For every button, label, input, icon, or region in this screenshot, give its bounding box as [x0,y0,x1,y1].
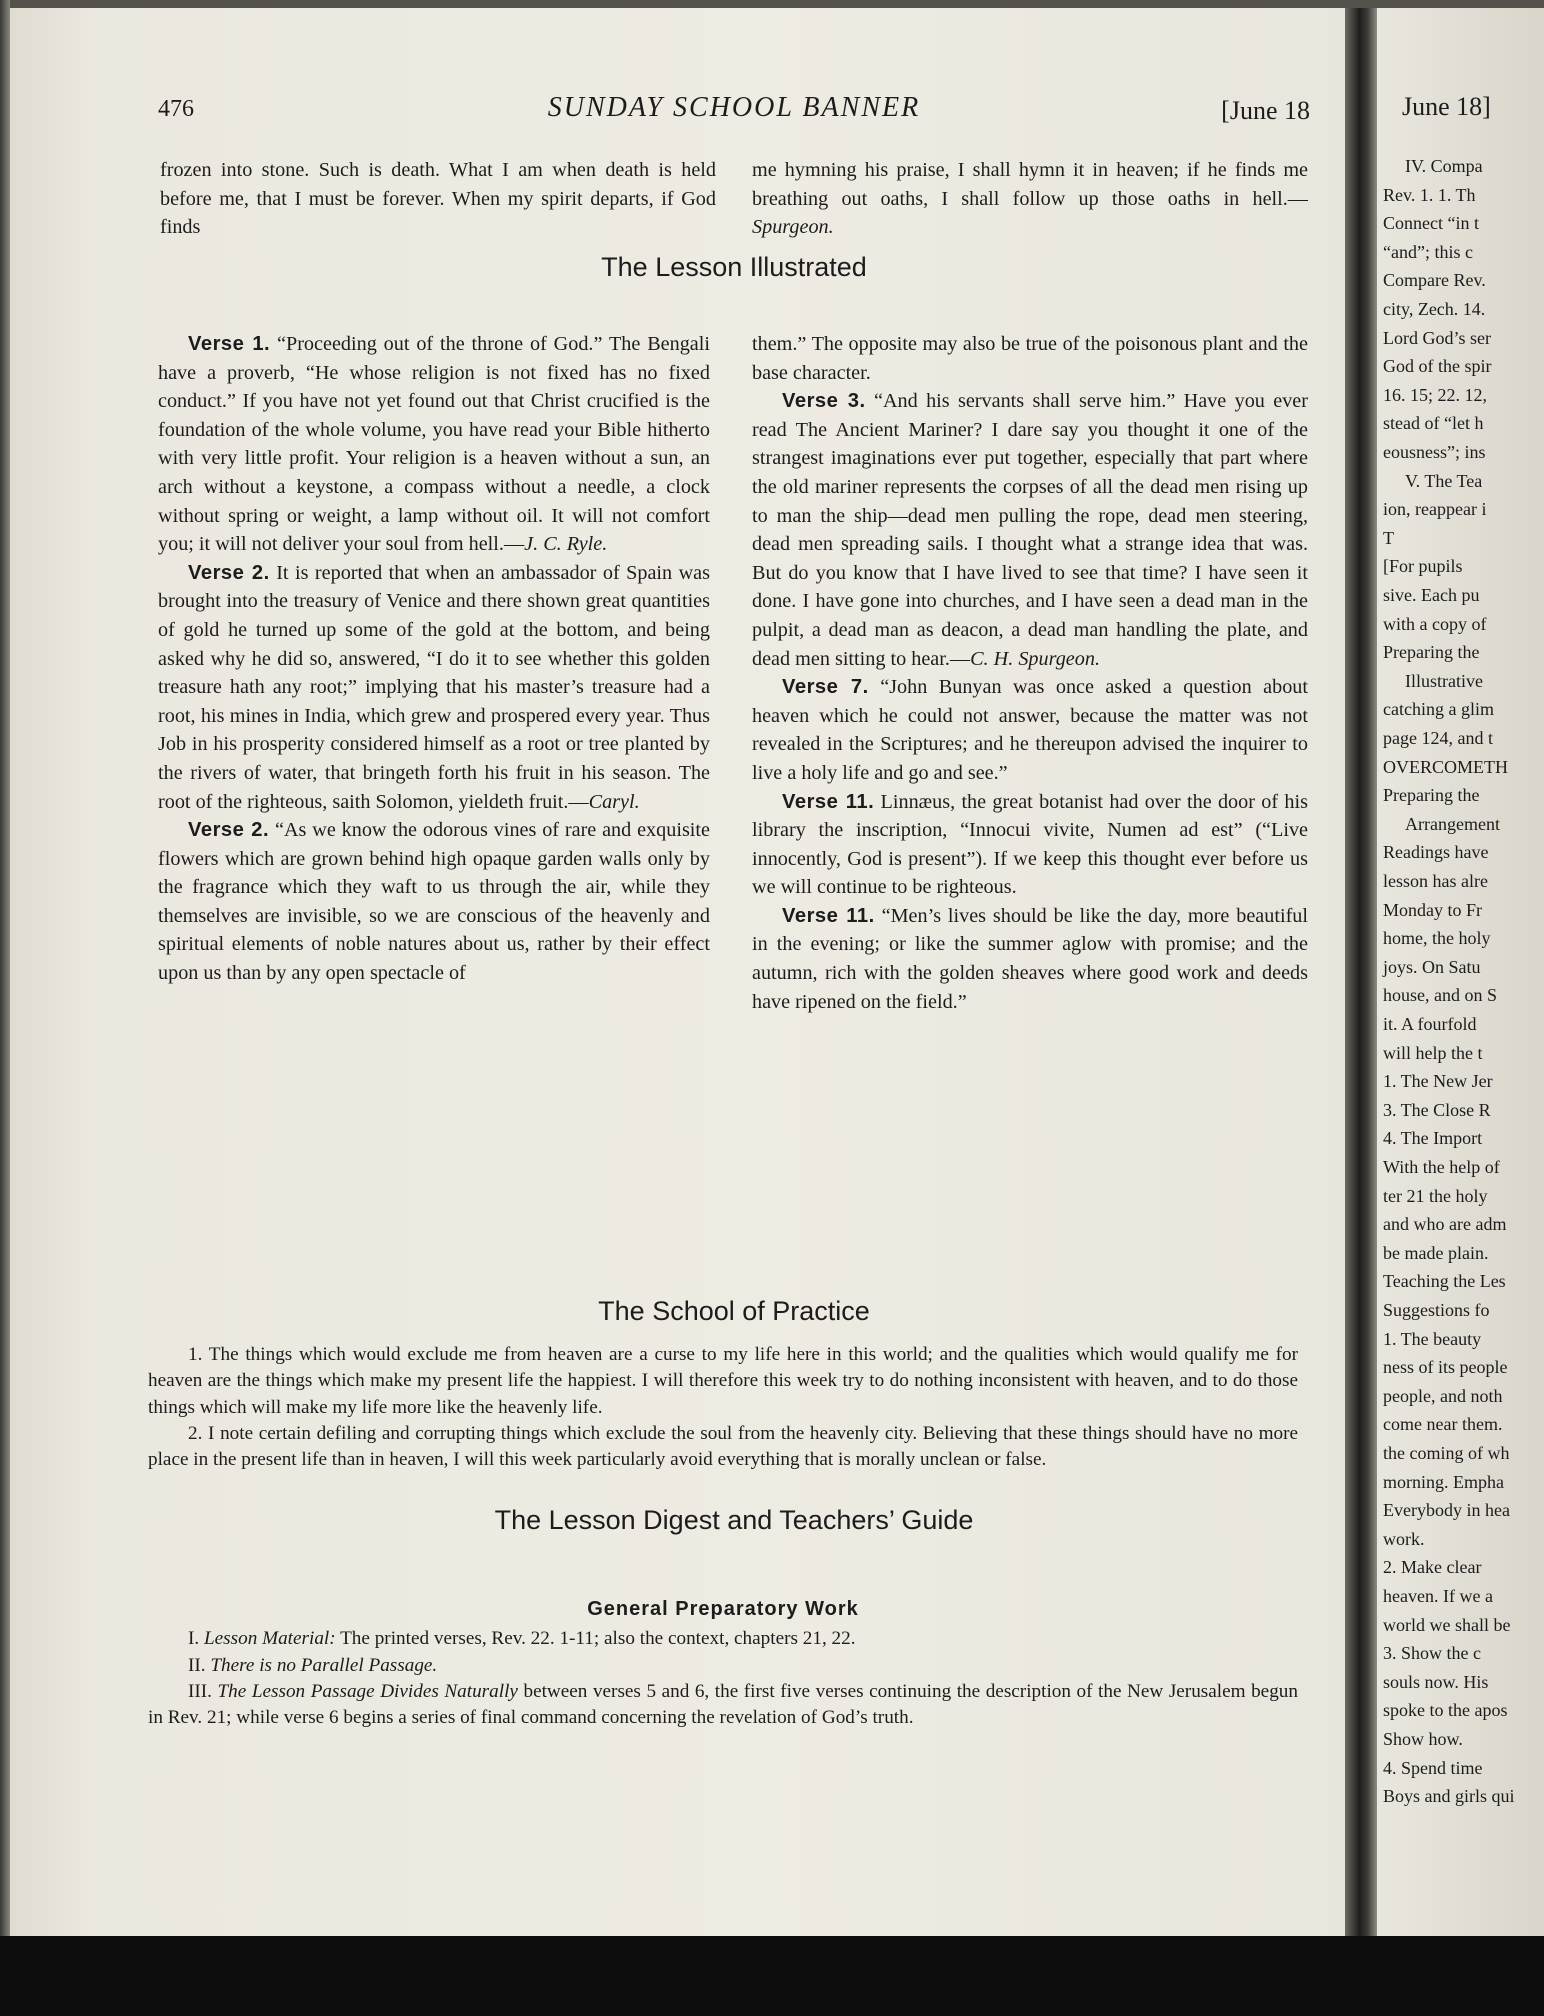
verse-paragraph [158,559,710,816]
facing-page-line: OVERCOMETH [1383,756,1508,777]
facing-page-line: with a copy of [1383,613,1487,634]
facing-page-line: Rev. 1. 1. Th [1383,184,1476,205]
facing-page-line: people, and noth [1383,1385,1503,1406]
facing-page-line: souls now. His [1383,1671,1489,1692]
practice-item: 1. The things which would exclude me from heaven are a curse to my life here in this world; and the qualities which would qualify me for heaven are the things which make my present life the happiest. I will therefore this week try to do nothing inconsistent with heaven, and to do those things which will make my life more like the heavenly life. [148,1344,1298,1418]
facing-page-line: God of the spir [1383,356,1492,377]
verse-text: Linnæus, the great botanist had over the door of his library the inscription, “Innocui vivite, Numen ad est” (“Live innocently, God is present”). If we keep this thought ever before us we will continue to be righteous. [752,790,1308,899]
verse-label: Verse 11. [782,790,875,813]
scan-edge-bottom [0,1936,1544,2016]
facing-page-line: 4. Spend time [1383,1757,1483,1778]
facing-page-line: stead of “let h [1383,413,1484,434]
digest-item-label: There is no Parallel Passage. [210,1654,438,1676]
facing-page-line: city, Zech. 14. [1383,299,1486,319]
scan-edge-left [0,0,10,2016]
school-of-practice-body [148,1342,1298,1473]
digest-item-label: Lesson Material: [203,1628,336,1650]
facing-page-line: page 124, and t [1383,728,1493,748]
verse-paragraph [752,387,1308,673]
facing-page-line: the coming of wh [1383,1443,1510,1463]
facing-page-line: 16. 15; 22. 12, [1383,384,1488,405]
facing-page-line: Preparing the [1383,785,1480,806]
verse-text: It is reported that when an ambassador of Spain was brought into the treasury of Venice and there shown great quantities of gold he turned up some of the gold at the bottom, and being asked why he did so, answered, “I do it to see whether this golden treasure hath any root;” implying that his master’s treasure had a root, his mines in India, which grew and prospered every year. Thus Job in his prosperity considered himself as a root or tree planted by the rivers of water, that bringeth forth his fruit in his season. The root of the righteous, saith Solomon, yieldeth fruit.— [158,561,710,813]
verse-paragraph [158,330,710,559]
facing-page-header: June 18] [1402,92,1491,121]
verse-paragraph [752,673,1308,787]
facing-page-fragment [1377,0,1544,1936]
section-title-lesson-digest: The Lesson Digest and Teachers’ Guide [494,1505,974,1535]
digest-item-text: between verses 5 and 6, the first five verses continuing the description of the New Jerusalem begun in Rev. 21; while verse 6 begins a series of final command concerning the revelation of God’s truth. [148,1680,1298,1729]
facing-page-line: lesson has alre [1383,871,1488,891]
facing-page-line: will help the t [1383,1042,1483,1063]
facing-page-line: 3. The Close R [1383,1099,1491,1120]
digest-item-number: I. [188,1628,204,1650]
verse-label: Verse 2. [188,561,270,584]
verse-text: “Proceeding out of the throne of God.” The Bengali have a proverb, “He whose religion is not fixed has no fixed conduct.” If you have not yet found out that Christ crucified is the foundation of the whole volume, you have read your Bible hitherto with very little profit. Your religion is a heaven without a sun, an arch without a keystone, a compass without a needle, a clock without spring or weight, a lamp without oil. It will not comfort you; it will not deliver your soul from hell.— [158,333,710,556]
verse-citation: Caryl. [588,790,640,813]
running-date: [June 18 [1221,96,1310,125]
facing-page-line: Illustrative [1405,670,1483,691]
facing-page-line: be made plain. [1383,1242,1489,1263]
verse-paragraph [158,816,710,988]
verse-text: “As we know the odorous vines of rare and exquisite flowers which are grown behind high opaque garden walls only by the fragrance which they waft to us through the air, while they themselves are invisible, so we are conscious of the heavenly and spiritual elements of noble natures about us, rather by their effect upon us than by any open spectacle of [158,819,710,985]
facing-page-line: work. [1383,1528,1425,1549]
facing-page-line: Show how. [1383,1729,1463,1749]
facing-page-line: sive. Each pu [1383,585,1480,605]
facing-page-line: Arrangement [1405,813,1500,834]
verse-text: “Men’s lives should be like the day, more beautiful in the evening; or like the summer aglow with promise; and the autumn, rich with the golden sheaves where good work and deeds have ripened on the field.” [752,904,1308,1013]
practice-item: 2. I note certain defiling and corrupting things which exclude the soul from the heavenly city. Believing that these things should have no more place in the present life than in heaven, I will this week particularly avoid everything that is morally unclean or false. [148,1422,1298,1471]
verse-text: “John Bunyan was once asked a question about heaven which he could not answer, because the matter was not revealed in the Scriptures; and he thereupon advised the inquirer to live a holy life and go and see.” [752,676,1308,784]
verse-paragraph [752,902,1308,1016]
facing-page-line: spoke to the apos [1383,1700,1508,1721]
verse-label: Verse 2. [188,819,270,842]
illustrated-left-column [158,330,710,988]
intro-right-cite: Spurgeon. [752,216,834,239]
facing-page-line: [For pupils [1383,556,1463,577]
illustrated-right-column [752,330,1308,1016]
facing-page-line: 1. The beauty [1383,1328,1482,1349]
verse-label: Verse 11. [782,904,875,927]
facing-page-line: Boys and girls qui [1383,1786,1515,1807]
facing-page-line: come near them. [1383,1414,1503,1435]
facing-page-line: 4. The Import [1383,1128,1483,1149]
intro-right-paragraph [752,156,1308,242]
lesson-digest-body [148,1596,1298,1731]
facing-page-line: it. A fourfold [1383,1014,1477,1034]
page-number: 476 [158,96,194,122]
facing-page-line: “and”; this c [1383,241,1473,262]
verse-citation: J. C. Ryle. [524,533,608,556]
facing-page-line: Preparing the [1383,642,1480,663]
section-title-school-of-practice: The School of Practice [598,1296,870,1326]
facing-page-line: ness of its people [1383,1357,1508,1378]
facing-page-line: 1. The New Jer [1383,1071,1493,1092]
facing-page-line: Teaching the Les [1383,1271,1506,1292]
facing-page-line: world we shall be [1383,1614,1511,1635]
facing-page-line: Suggestions fo [1383,1300,1490,1320]
facing-page-line: V. The Tea [1405,470,1483,491]
facing-page-line: home, the holy [1383,928,1491,949]
digest-subtitle: General Preparatory Work [587,1598,859,1620]
facing-page-line: IV. Compa [1405,156,1483,176]
facing-page-line: 3. Show the c [1383,1643,1481,1664]
section-title-lesson-illustrated: The Lesson Illustrated [601,252,867,282]
facing-page-line: Everybody in hea [1383,1500,1510,1521]
scan-edge-top [0,0,1544,8]
verse-text: them.” The opposite may also be true of the poisonous plant and the base character. [752,333,1308,384]
facing-page-line: ter 21 the holy [1383,1185,1488,1206]
verse-paragraph [752,330,1308,387]
digest-item-number: III. [188,1680,218,1702]
facing-page-line: Lord God’s ser [1383,327,1491,348]
intro-left-text: frozen into stone. Such is death. What I am when death is held before me, that I must be forever. When my spirit departs, if God finds [160,159,716,239]
facing-page-line: Compare Rev. [1383,270,1486,291]
digest-item-text: The printed verses, Rev. 22. 1-11; also the context, chapters 21, 22. [335,1628,856,1650]
facing-page-line: morning. Empha [1383,1471,1504,1492]
verse-text: “And his servants shall serve him.” Have you ever read The Ancient Mariner? I dare say you thought it one of the strangest imaginations ever put together, especially that part where the old mariner represents the corpses of all the dead men rising up to man the ship—dead men pulling the rope, dead men steering, dead men spreading sails. I thought what a strange idea that was. But do you know that I have lived to see that time? I have seen it done. I have gone into churches, and I have seen a dead man in the pulpit, a dead man as deacon, a dead man handling the plate, and dead men sitting to hear.— [752,390,1308,670]
intro-right-column [752,156,1308,242]
intro-right-text: me hymning his praise, I shall hymn it in heaven; if he finds me breathing out oaths, I shall follow up those oaths in hell.— [752,159,1308,210]
verse-label: Verse 7. [782,676,869,699]
verse-label: Verse 1. [188,333,271,355]
facing-page-line: eousness”; ins [1383,442,1486,462]
facing-page-line: catching a glim [1383,699,1494,720]
digest-item [148,1626,1298,1652]
facing-page-line: joys. On Satu [1383,956,1481,977]
digest-item [148,1653,1298,1679]
facing-page-line: Monday to Fr [1383,899,1482,920]
facing-page-line: With the help of [1383,1157,1500,1177]
book-gutter [1345,0,1377,1940]
verse-paragraph [752,788,1308,902]
running-title: SUNDAY SCHOOL BANNER [547,92,921,123]
verse-citation: C. H. Spurgeon. [970,647,1101,670]
intro-left-column [160,156,716,242]
facing-page-line: 2. Make clear [1383,1557,1482,1578]
digest-items [148,1626,1298,1731]
facing-page-line: Connect “in t [1383,213,1479,234]
page-header [158,92,1310,132]
facing-page-line: and who are adm [1383,1214,1507,1235]
facing-page-line: Readings have [1383,842,1489,863]
facing-page-line: house, and on S [1383,985,1497,1006]
digest-item [148,1679,1298,1732]
facing-page-line: ion, reappear i [1383,499,1487,520]
digest-item-label: The Lesson Passage Divides Naturally [217,1680,518,1702]
digest-item-number: II. [188,1654,211,1676]
facing-page-line: heaven. If we a [1383,1586,1493,1606]
facing-page-line: T [1383,527,1394,548]
verse-label: Verse 3. [782,390,866,413]
